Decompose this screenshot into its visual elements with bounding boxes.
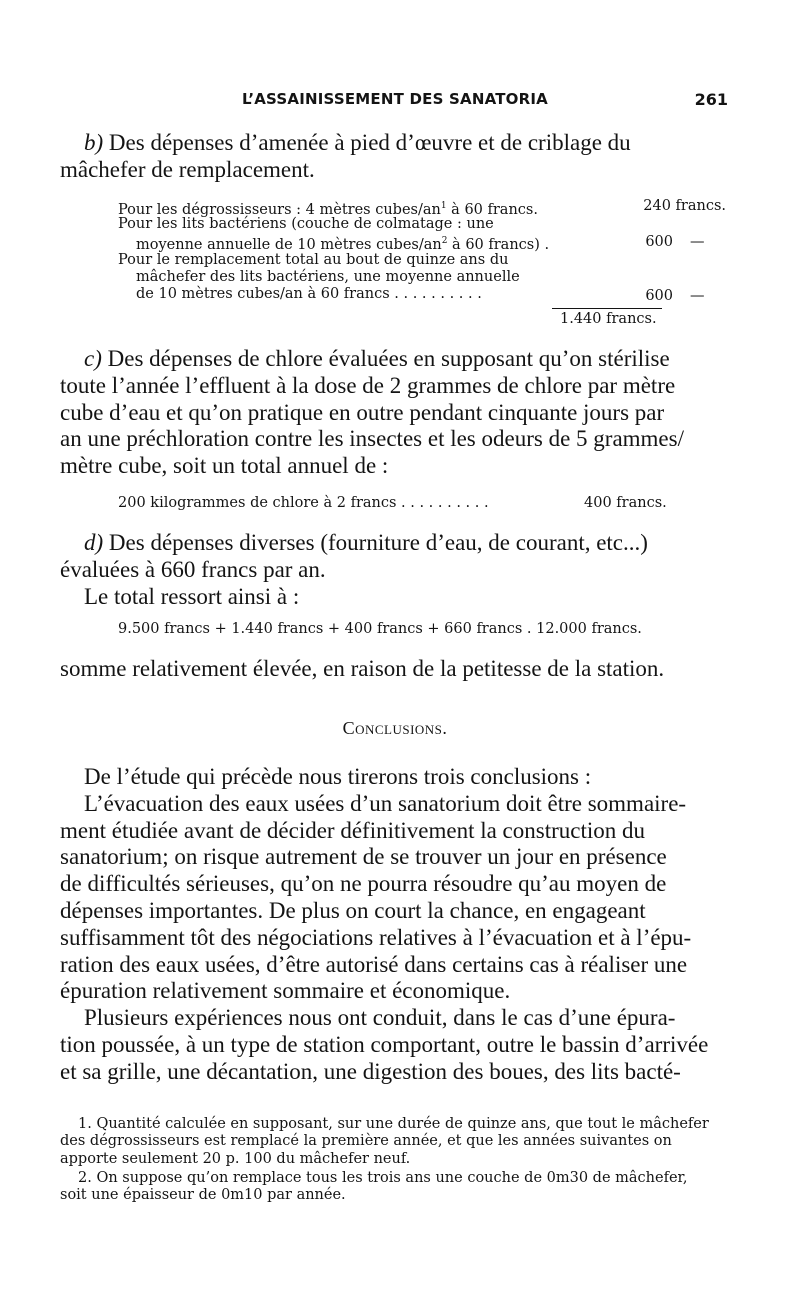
- section-c-line: c) Des dépenses de chlore évaluées en supposant qu’on stérilise: [84, 346, 670, 371]
- cost-row-lits-bacteriens: Pour les lits bactériens (couche de colmatage : une moyenne annuelle de 10 mètres cubes/$an^2$ à 60 francs) . 600 —: [118, 216, 705, 253]
- section-c-paragraph: [60, 346, 730, 480]
- conclusions-intro: De l’étude qui précède nous tirerons trois conclusions :: [84, 764, 592, 789]
- footnote-2: 2. On suppose qu’on remplace tous les trois ans une couche de 0m30 de mâchefer, soit une épaisseur de 0m10 par année.: [60, 1170, 688, 1204]
- ditto-dash: —: [690, 234, 705, 250]
- section-b-letter: b): [84, 130, 104, 155]
- section-c-line: an une préchloration contre les insectes et les odeurs de 5 grammes/: [60, 426, 684, 452]
- section-b-paragraph: [60, 130, 730, 184]
- cost-value: 600: [645, 234, 673, 250]
- section-c-line: cube d’eau et qu’on pratique en outre pendant cinquante jours par: [60, 399, 665, 425]
- conclusions-line: de difficultés sérieuses, qu’on ne pourra résoudre qu’au moyen de: [60, 871, 667, 897]
- section-c-line: mètre cube, soit un total annuel de :: [60, 453, 389, 479]
- cost-value: 240 francs.: [643, 198, 726, 214]
- conclusions-line: et sa grille, une décantation, une digestion des boues, des lits bacté-: [60, 1058, 681, 1084]
- cost-row-remplacement: Pour le remplacement total au bout de quinze ans du mâchefer des lits bactériens, une moyenne annuelle de 10 mètres cubes/an à 60 francs . . . . . . . . . . 600 —: [118, 252, 705, 304]
- conclusions-line: sanatorium; on risque autrement de se trouver un jour en présence: [60, 844, 667, 870]
- section-d-letter: d): [84, 530, 104, 555]
- total-rule: [552, 308, 662, 309]
- chlore-cost-value: 400 francs.: [584, 495, 667, 511]
- section-c-letter: c): [84, 346, 102, 371]
- conclusions-line: suffisamment tôt des négociations relatives à l’évacuation et à l’épu-: [60, 924, 692, 950]
- page-number: 261: [694, 90, 728, 109]
- ditto-dash: —: [690, 288, 705, 304]
- chlore-cost-text: 200 kilogrammes de chlore à 2 francs . . . . . . . . . .: [118, 495, 489, 511]
- conclusions-line: Plusieurs expériences nous ont conduit, dans le cas d’une épura-: [84, 1005, 676, 1031]
- total-intro: Le total ressort ainsi à :: [84, 583, 300, 609]
- conclusions-line: dépenses importantes. De plus on court la chance, en engageant: [60, 897, 646, 923]
- section-b-line: mâchefer de remplacement.: [60, 156, 315, 182]
- conclusions-body: [60, 764, 730, 1086]
- running-title: L’ASSAINISSEMENT DES SANATORIA: [242, 90, 548, 108]
- conclusions-line: épuration relativement sommaire et économique.: [60, 978, 511, 1004]
- conclusions-heading: Conclusions.: [342, 718, 448, 738]
- cost-total: 1.440 francs.: [560, 311, 657, 327]
- section-d-line: évaluées à 660 francs par an.: [60, 556, 326, 582]
- section-b-line: b) Des dépenses d’amenée à pied d’œuvre et de criblage du: [84, 130, 631, 155]
- conclusions-line: L’évacuation des eaux usées d’un sanatorium doit être sommaire-: [84, 790, 687, 816]
- section-d-line: d) Des dépenses diverses (fourniture d’eau, de courant, etc...): [84, 530, 648, 555]
- section-c-line: toute l’année l’effluent à la dose de 2 grammes de chlore par mètre: [60, 372, 676, 398]
- cost-value: 600: [645, 288, 673, 304]
- conclusions-line: tion poussée, à un type de station comportant, outre le bassin d’arrivée: [60, 1031, 709, 1057]
- page-header: [60, 90, 730, 114]
- conclusions-line: ment étudiée avant de décider définitivement la construction du: [60, 817, 646, 843]
- conclusion-line: somme relativement élevée, en raison de la petitesse de la station.: [60, 656, 665, 681]
- footnote-1: 1. Quantité calculée en supposant, sur une durée de quinze ans, que tout le mâchefer des dégrossisseurs est remplacé la première année, et que les années suivantes on apporte seulement 20 p. 100 du mâchefer neuf.: [60, 1116, 709, 1167]
- grand-total-sum: 9.500 francs + 1.440 francs + 400 francs + 660 francs . 12.000 francs.: [118, 621, 642, 637]
- book-page: L’ASSAINISSEMENT DES SANATORIA 261 b) Des dépenses d’amenée à pied d’œuvre et de criblage du mâchefer de remplacement. Pour les dégrossisseurs : 4 mètres cubes/$an^1$ à 60 francs. 240 francs. Pour les lits bactériens (couche de colmatage : une moyenne annuelle de 10 mètres cubes/$an^2$ à 60 francs) . 600 — Pour le remplacement total au bout de quinze ans du mâchefer des lits bactériens, une moyenne annuelle de 10 mètres cubes/an à 60 francs . . . . . . . . . . 600 — 1.440 francs. c) Des dépenses de chlore évaluées en supposant qu’on stérilise toute l’année l’effluent à la dose de 2 grammes de chlore par mètre cube d’eau et qu’on pratique en outre pendant cinquante jours par an une préchloration contre les insectes et les odeurs de 5 grammes/ mètre cube, soit un total annuel de : 200 kilogrammes de chlore à 2 francs . . . . . . . . . . 400 francs. d) Des dépenses diverses (fourniture d’eau, de courant, etc...) évaluées à 660 francs par an. Le total ressort ainsi à : 9.500 francs + 1.440 francs + 400 francs + 660 francs . 12.000 francs. somme relativement élevée, en raison de la petitesse de la station. Conclusions. De l’étude qui précède nous tirerons trois conclusions : L’évacuation des eaux usées d’un sanatorium doit être sommaire- ment étudiée avant de décider définitivement la construction du sanatorium; on risque autrement de se trouver un jour en présence de difficultés sérieuses, qu’on ne pourra résoudre qu’au moyen de dépenses importantes. De plus on court la chance, en engageant suffisamment tôt des négociations relatives à l’évacuation et à l’épu- ration des eaux usées, d’être autorisé dans certains cas à réaliser une épuration relativement sommaire et économique. Plusieurs expériences nous ont conduit, dans le cas d’une épura- tion poussée, à un type de station comportant, outre le bassin d’arrivée et sa grille, une décantation, une digestion des boues, des lits bacté- 1. Quantité calculée en supposant, sur une durée de quinze ans, que tout le mâchefer des dégrossisseurs est remplacé la première année, et que les années suivantes on apporte seulement 20 p. 100 du mâchefer neuf. 2. On suppose qu’on remplace tous les trois ans une couche de 0m30 de mâchefer, soit une épaisseur de 0m10 par année.: [60, 90, 728, 1204]
- conclusions-line: ration des eaux usées, d’être autorisé dans certains cas à réaliser une: [60, 951, 688, 977]
- section-d-paragraph: [60, 530, 730, 610]
